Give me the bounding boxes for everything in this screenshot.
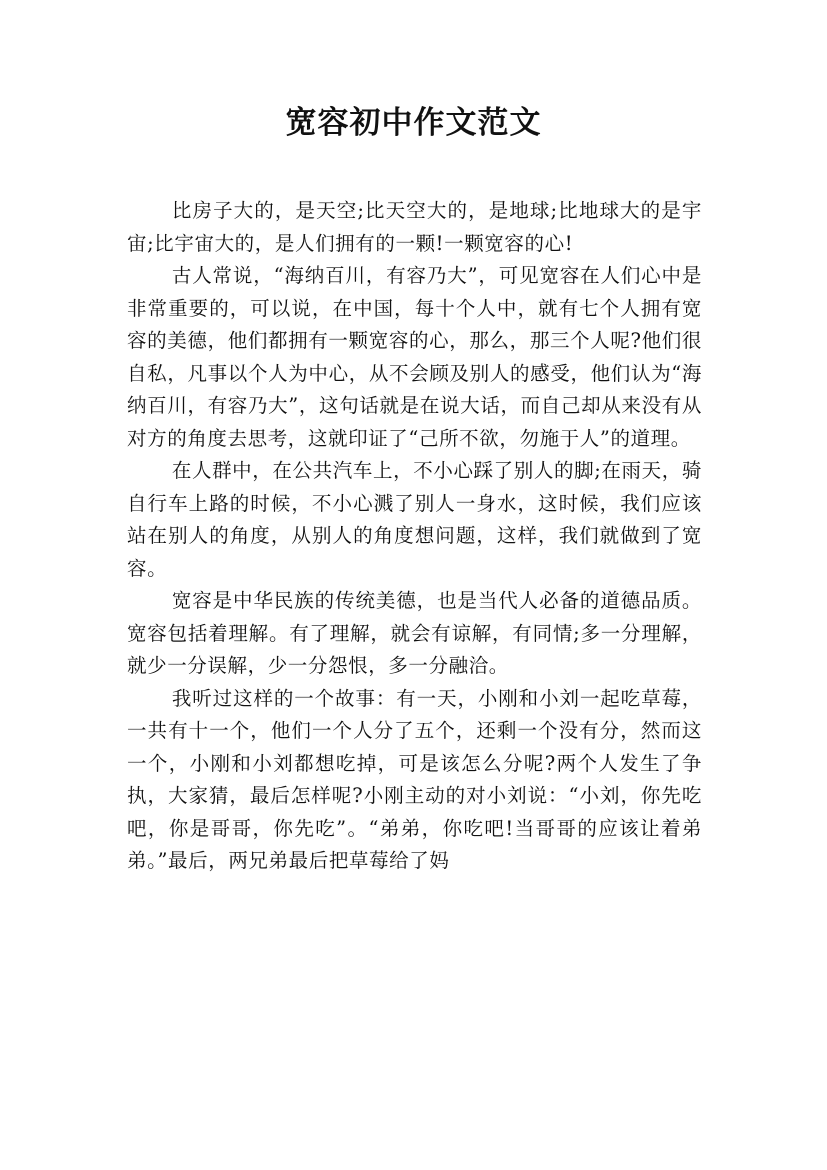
paragraph-1: 比房子大的，是天空;比天空大的，是地球;比地球大的是宇宙;比宇宙大的，是人们拥有的一颗!一颗宽容的心! xyxy=(127,199,702,255)
paragraph-2: 古人常说，“海纳百川，有容乃大”，可见宽容在人们心中是非常重要的，可以说，在中国，每十个人中，就有七个人拥有宽容的美德，他们都拥有一颗宽容的心，那么，那三个人呢?他们很自私，凡事以个人为中心，从不会顾及别人的感受，他们认为“海纳百川，有容乃大”，这句话就是在说大话，而自己却从来没有从对方的角度去思考，这就印证了“己所不欲，勿施于人”的道理。 xyxy=(127,264,702,450)
paragraph-5: 我听过这样的一个故事：有一天，小刚和小刘一起吃草莓，一共有十一个，他们一个人分了五个，还剩一个没有分，然而这一个，小刚和小刘都想吃掉，可是该怎么分呢?两个人发生了争执，大家猜，最后怎样呢?小刚主动的对小刘说：“小刘，你先吃吧，你是哥哥，你先吃”。“弟弟，你吃吧!当哥哥的应该让着弟弟。”最后，两兄弟最后把草莓给了妈 xyxy=(127,686,702,872)
paragraph-4: 宽容是中华民族的传统美德，也是当代人必备的道德品质。宽容包括着理解。有了理解，就会有谅解，有同情;多一分理解，就少一分误解，少一分怨恨，多一分融洽。 xyxy=(127,589,702,677)
paragraph-3: 在人群中，在公共汽车上，不小心踩了别人的脚;在雨天，骑自行车上路的时候，不小心溅了别人一身水，这时候，我们应该站在别人的角度，从别人的角度想问题，这样，我们就做到了宽容。 xyxy=(127,459,702,580)
document-body xyxy=(127,195,702,878)
document-title: 宽容初中作文范文 xyxy=(285,105,542,141)
